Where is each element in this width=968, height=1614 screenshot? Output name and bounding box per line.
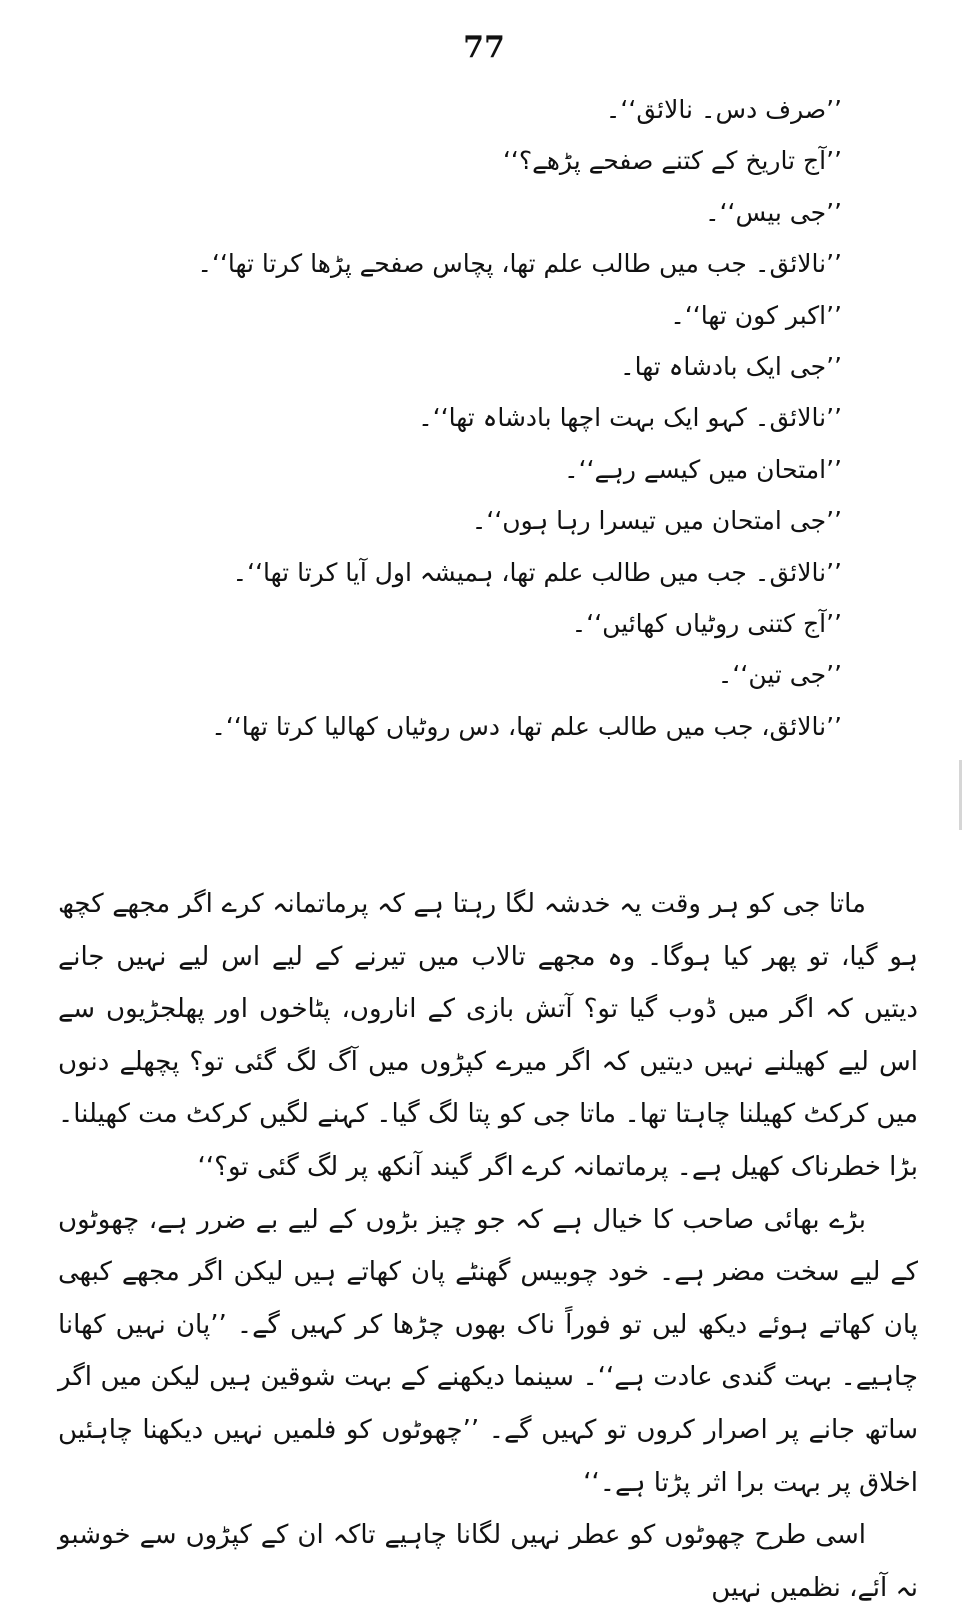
dialogue-line: ’’آج کتنی روٹیاں کھائیں‘‘۔ [571,608,842,638]
scan-margin-mark [959,760,962,830]
dialogue-list [42,84,842,752]
dialogue-line: ’’نالائق۔ کہو ایک بہت اچھا بادشاہ تھا‘‘۔ [418,403,842,433]
paragraph: ماتا جی کو ہر وقت یہ خدشہ لگا رہتا ہے کہ پرماتمانہ کرے اگر مجھے کچھ ہو گیا، تو پھر کیا ہوگا۔ وہ مجھے تالاب میں تیرنے کے لیے اس لیے نہیں جانے دیتیں کہ اگر میں ڈوب گیا تو؟ آتش بازی کے اناروں، پٹاخوں اور پھلجڑیوں سے اس لیے کھیلنے نہیں دیتیں کہ اگر میرے کپڑوں میں آگ لگ گئی تو؟ پچھلے دنوں میں کرکٹ کھیلنا چاہتا تھا۔ ماتا جی کو پتا لگ گیا۔ کہنے لگیں کرکٹ مت کھیلنا۔ بڑا خطرناک کھیل ہے۔ پرماتمانہ کرے اگر گیند آنکھ پر لگ گئی تو؟‘‘ [58,889,918,1182]
dialogue-line: ’’نالائق، جب میں طالب علم تھا، دس روٹیاں کھالیا کرتا تھا‘‘۔ [211,711,842,741]
page-number: 77 [463,30,505,65]
paragraph: بڑے بھائی صاحب کا خیال ہے کہ جو چیز بڑوں کے لیے بے ضرر ہے، چھوٹوں کے لیے سخت مضر ہے۔ خود چوبیس گھنٹے پان کھاتے ہیں لیکن اگر مجھے کبھی پان کھاتے ہوئے دیکھ لیں تو فوراً ناک بھوں چڑھا کر کہیں گے۔ ’’پان نہیں کھانا چاہیے۔ بہت گندی عادت ہے‘‘۔ سینما دیکھنے کے بہت شوقین ہیں لیکن میں اگر ساتھ جانے پر اصرار کروں تو کہیں گے۔ ’’چھوٹوں کو فلمیں نہیں دیکھنا چاہئیں اخلاق پر بہت برا اثر پڑتا ہے۔‘‘ [58,1204,918,1498]
dialogue-line: ’’نالائق۔ جب میں طالب علم تھا، ہمیشہ اول آیا کرتا تھا‘‘۔ [232,557,842,587]
paragraph: اسی طرح چھوٹوں کو عطر نہیں لگانا چاہیے تاکہ ان کے کپڑوں سے خوشبو نہ آئے، نظمیں نہیں [58,1520,918,1603]
dialogue-line: ’’جی امتحان میں تیسرا رہا ہوں‘‘۔ [471,506,842,536]
dialogue-line: ’’جی تین‘‘۔ [717,660,842,690]
dialogue-line: ’’اکبر کون تھا‘‘۔ [670,300,842,330]
dialogue-line: ’’جی ایک بادشاہ تھا۔ [620,351,842,381]
dialogue-line: ’’آج تاریخ کے کتنے صفحے پڑھے؟‘‘ [502,146,842,176]
dialogue-line: ’’نالائق۔ جب میں طالب علم تھا، پچاس صفحے پڑھا کرتا تھا‘‘۔ [197,249,842,279]
dialogue-line: ’’جی بیس‘‘۔ [704,197,842,227]
prose-body [58,878,918,1614]
dialogue-line: ’’امتحان میں کیسے رہے‘‘۔ [563,454,842,484]
dialogue-line: ’’صرف دس۔ نالائق‘‘۔ [605,95,842,124]
